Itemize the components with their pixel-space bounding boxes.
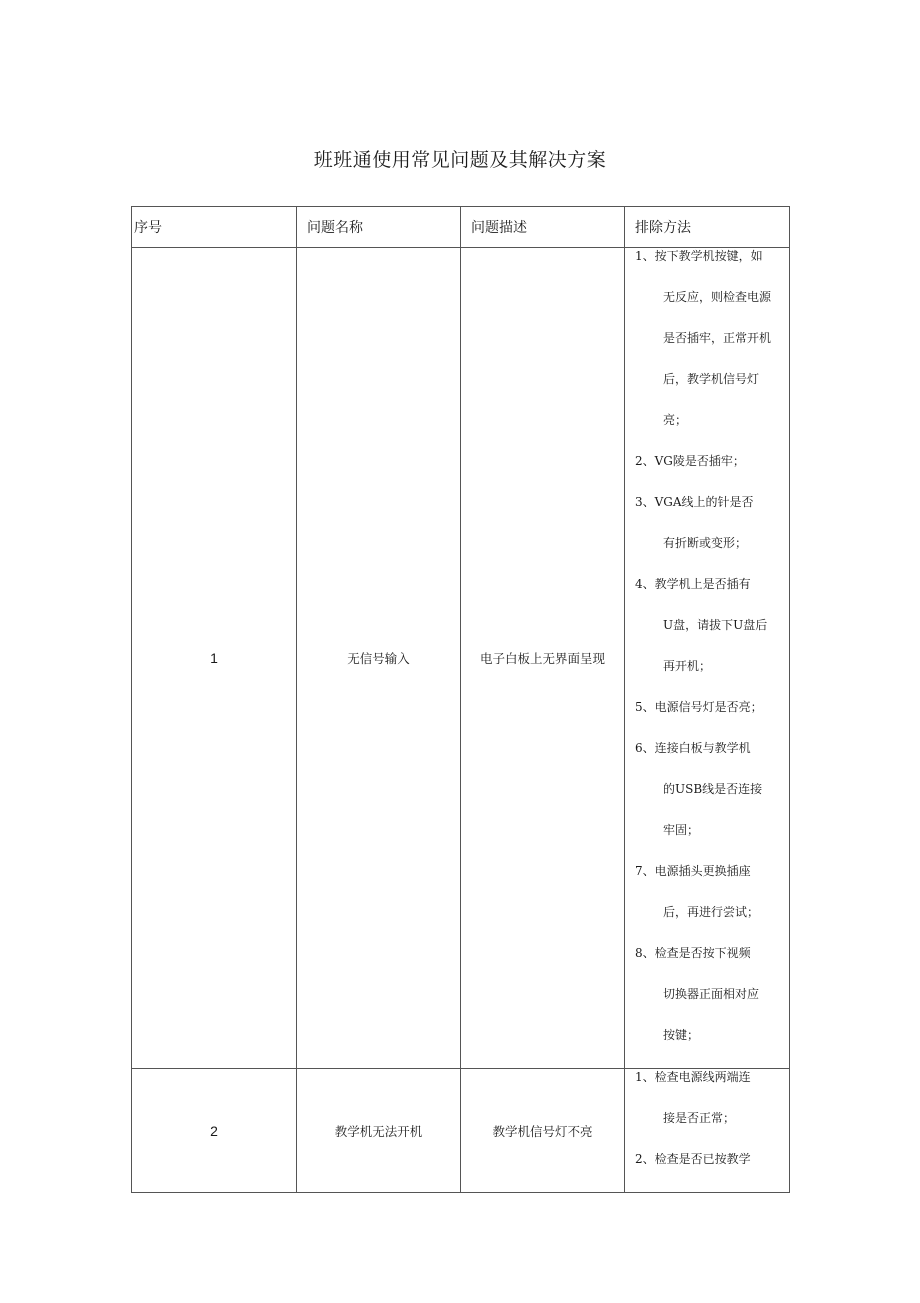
solution-line: 1、检查电源线两端连 <box>635 1070 751 1084</box>
solution-line: 后，再进行尝试； <box>663 905 760 919</box>
header-problem-description: 问题描述 <box>461 207 625 248</box>
solution-line: 7、电源插头更换插座 <box>635 864 751 878</box>
solution-line: 8、检查是否按下视频 <box>635 946 751 960</box>
solution-line: 3、VGA线上的针是否 <box>635 495 754 509</box>
table-header-row <box>132 207 790 248</box>
document-title: 班班通使用常见问题及其解决方案 <box>313 149 607 171</box>
solution-line: 后，教学机信号灯 <box>663 372 760 386</box>
solution-line: 按键； <box>663 1028 700 1042</box>
row-number: 2 <box>132 1069 297 1193</box>
row-solution <box>625 248 790 1069</box>
row-number: 1 <box>132 248 297 1069</box>
solution-line: 无反应，则检查电源 <box>663 290 772 304</box>
solution-line: 牢固； <box>663 823 700 837</box>
solution-line: 接是否正常； <box>663 1111 736 1125</box>
solution-line: 1、按下教学机按键，如 <box>635 249 763 263</box>
solution-line: 是否插牢，正常开机 <box>663 331 772 345</box>
solution-line: 4、教学机上是否插有 <box>635 577 751 591</box>
solution-line: 2、VG陵是否插牢； <box>635 454 745 468</box>
header-number: 序号 <box>132 207 297 248</box>
solution-line: 6、连接白板与教学机 <box>635 741 751 755</box>
header-problem-name: 问题名称 <box>297 207 461 248</box>
table-row <box>132 248 790 1069</box>
solution-line: 有折断或变形； <box>663 536 748 550</box>
solution-line: 亮； <box>663 413 688 427</box>
solution-line: 再开机； <box>663 659 712 673</box>
row-solution <box>625 1069 790 1193</box>
row-problem-name: 教学机无法开机 <box>297 1069 461 1193</box>
row-problem-description: 教学机信号灯不亮 <box>461 1069 625 1193</box>
row-problem-description: 电子白板上无界面呈现 <box>461 248 625 1069</box>
solution-line: 的USB线是否连接 <box>663 782 763 796</box>
table-row <box>132 1069 790 1193</box>
solution-line: 2、检查是否已按教学 <box>635 1152 751 1166</box>
solution-line: 5、电源信号灯是否亮； <box>635 700 763 714</box>
row-problem-name: 无信号输入 <box>297 248 461 1069</box>
header-solution: 排除方法 <box>625 207 790 248</box>
faq-table <box>131 206 790 1193</box>
solution-line: 切换器正面相对应 <box>663 987 760 1001</box>
solution-line: U盘，请拔下U盘后 <box>663 618 768 632</box>
